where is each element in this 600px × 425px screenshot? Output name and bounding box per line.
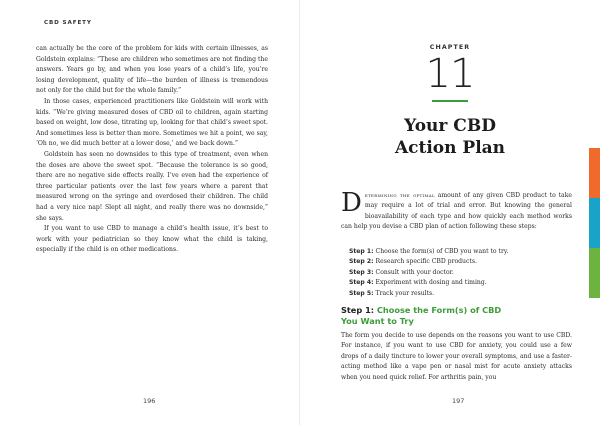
paragraph: The form you decide to use depends on the reasons you want to use CBD. For instance, if you want to use CBD for anxiety, you could use a few drops of a daily tincture to lower your overall symptoms, and use a faster-acting method like a vape pen or nasal mist for acute anxiety attacks when you need quick relief. For arthritis pain, you [341,332,572,381]
edge-tab-orange [589,148,600,198]
step-text: Track your results. [373,289,435,297]
list-item [349,289,569,299]
step-text: Consult with your doctor. [373,268,454,276]
right-page [300,0,600,425]
section-heading-step: Step 1: [341,305,375,315]
chapter-title-line: Your CBD [404,116,496,136]
list-item [349,257,569,267]
list-item [349,247,569,257]
step-label: Step 5: [349,289,374,297]
paragraph: If you want to use CBD to manage a child’s health issue, it’s best to work with your pediatrician so they know what the child is taking, especially if the child is on other medications. [36,225,268,254]
list-item [349,278,569,288]
running-head: CBD SAFETY [44,20,92,26]
paragraph: Goldstein has seen no downsides to this type of treatment, even when the doses are above the sweet spot. “Because the tolerance is so good, there are no negative side effects really. I’ve even had the experience of three particular patients over the last few years where a parent that measured wrong on the syringe and overdosed their children. The child had a very nice nap! Slept all night, and really there was no downside,” she says. [36,150,268,222]
intro-text: amount of any given CBD product to take may require a lot of trial and error. But knowing the general bioavailability of each type and how quickly each method works can help you devise a CBD plan of action following these steps: [341,192,572,231]
edge-tab-blue [589,198,600,248]
step-text: Research specific CBD products. [373,258,477,266]
paragraph: can actually be the core of the problem for kids with certain illnesses, as Goldstein explains: “These are children who sometimes are not finding the answers. Years go by, and when you lose years of a child’s life, you’re losing development, quality of life—the burden of illness is tremendous not only for the child but for the whole family.” [36,45,268,95]
step-label: Step 3: [349,268,374,276]
section-heading-title: You Want to Try [341,316,414,326]
edge-tab-green [589,248,600,298]
steps-list [349,247,569,299]
page-number-left: 196 [143,397,156,405]
section-heading-title: Choose the Form(s) of CBD [376,305,502,315]
chapter-label: CHAPTER [429,44,471,51]
step-label: Step 1: [349,248,374,255]
page-number-right: 197 [452,397,465,405]
left-body-text [36,44,268,256]
drop-cap: D [341,188,362,218]
step-text: Experiment with dosing and timing. [373,279,487,287]
step-text: Choose the form(s) of CBD you want to try. [373,248,509,255]
section-body [341,331,572,383]
list-item [349,268,569,278]
step-label: Step 2: [349,258,374,266]
chapter-title [300,115,600,159]
chapter-number: 11 [425,51,475,97]
intro-paragraph [341,188,572,233]
intro-lead-in: etermining the optimal [364,192,435,199]
chapter-title-line: Action Plan [394,138,506,158]
section-heading [341,305,571,327]
paragraph: In those cases, experienced practitioners like Goldstein will work with kids. “We’re giving measured doses of CBD oil to children, again starting based on weight, low dose, titrating up, looking for that child’s sweet spot. And sometimes less is better than more. Sometimes we hit a point, we say, ‘Oh no, we did much better at a lower dose,’ and we back down.” [36,97,268,148]
step-label: Step 4: [349,279,374,287]
chapter-divider [432,100,468,102]
